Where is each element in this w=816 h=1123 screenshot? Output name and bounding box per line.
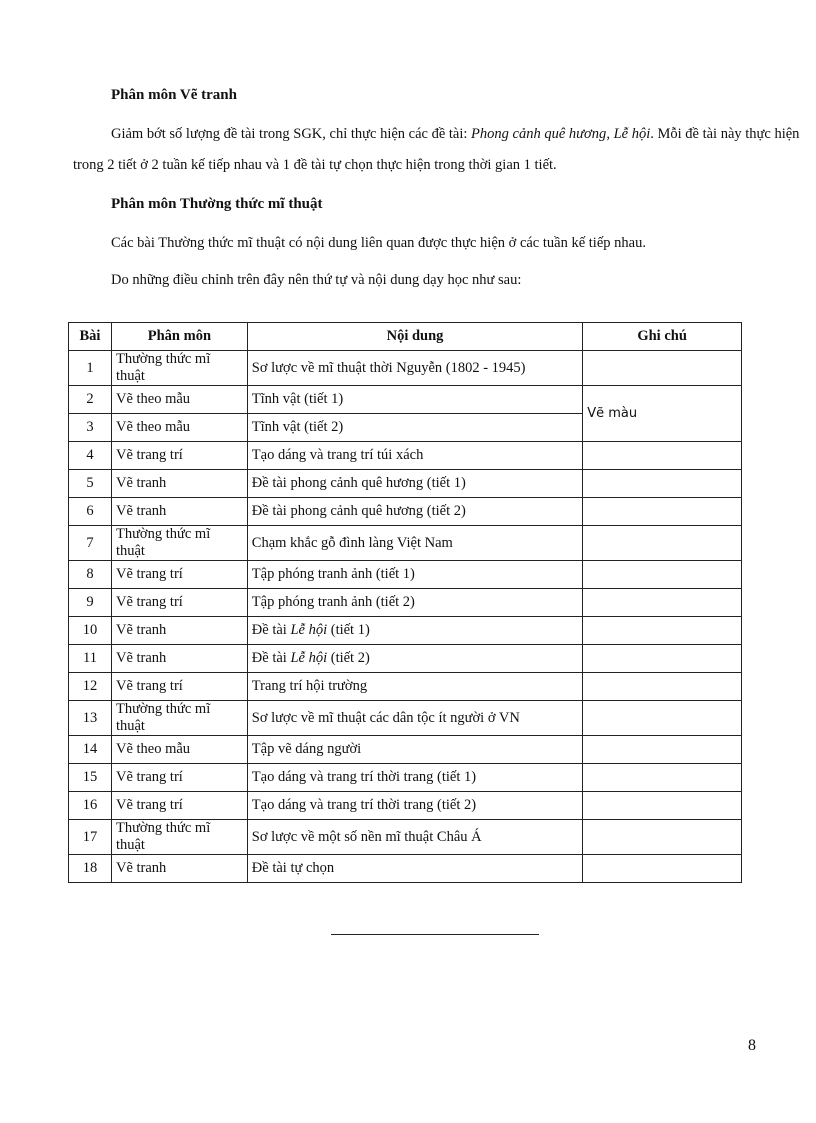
header-note: Ghi chú bbox=[583, 323, 742, 351]
lesson-number: 18 bbox=[69, 855, 112, 883]
lesson-number: 11 bbox=[69, 645, 112, 673]
lesson-number: 16 bbox=[69, 792, 112, 820]
lesson-note bbox=[583, 470, 742, 498]
lesson-content: Tĩnh vật (tiết 1) bbox=[247, 386, 582, 414]
paragraph-ve-tranh-line2: trong 2 tiết ở 2 tuần kế tiếp nhau và 1 đề tài tự chọn thực hiện trong thời gian 1 tiết. bbox=[73, 157, 557, 173]
lesson-content: Tập phóng tranh ảnh (tiết 2) bbox=[247, 589, 582, 617]
topic-phong-canh: Phong cảnh quê hương bbox=[471, 126, 607, 142]
lesson-subject: Vẽ trang trí bbox=[111, 673, 247, 701]
header-content: Nội dung bbox=[247, 323, 582, 351]
lesson-note bbox=[583, 589, 742, 617]
lesson-subject: Vẽ tranh bbox=[111, 470, 247, 498]
lesson-content: Tạo dáng và trang trí thời trang (tiết 2) bbox=[247, 792, 582, 820]
lesson-subject: Thường thức mĩ thuật bbox=[111, 701, 247, 736]
lesson-number: 17 bbox=[69, 820, 112, 855]
header-lesson: Bài bbox=[69, 323, 112, 351]
table-row bbox=[69, 589, 742, 617]
table-row bbox=[69, 820, 742, 855]
table-row bbox=[69, 792, 742, 820]
lesson-subject: Thường thức mĩ thuật bbox=[111, 526, 247, 561]
lesson-content: Sơ lược về một số nền mĩ thuật Châu Á bbox=[247, 820, 582, 855]
table-row bbox=[69, 470, 742, 498]
lesson-note bbox=[583, 617, 742, 645]
content-prefix: Đề tài bbox=[251, 622, 291, 638]
content-prefix: Đề tài bbox=[251, 650, 291, 666]
table-row bbox=[69, 351, 742, 386]
lesson-subject: Vẽ trang trí bbox=[111, 589, 247, 617]
lesson-note bbox=[583, 701, 742, 736]
lesson-subject: Vẽ tranh bbox=[111, 855, 247, 883]
lesson-note bbox=[583, 526, 742, 561]
lesson-subject: Vẽ trang trí bbox=[111, 792, 247, 820]
lesson-content: Sơ lược về mĩ thuật thời Nguyễn (1802 - 1945) bbox=[247, 351, 582, 386]
lesson-subject: Vẽ trang trí bbox=[111, 442, 247, 470]
topic-separator: , bbox=[606, 126, 614, 142]
lesson-subject: Vẽ theo mẫu bbox=[111, 386, 247, 414]
paragraph-conclusion: Do những điều chỉnh trên đây nên thứ tự và nội dung dạy học như sau: bbox=[111, 272, 522, 288]
lesson-content: Đề tài tự chọn bbox=[247, 855, 582, 883]
lesson-note bbox=[583, 442, 742, 470]
topic-le-hoi: Lễ hội bbox=[613, 126, 651, 142]
lesson-note bbox=[583, 736, 742, 764]
lesson-subject: Vẽ trang trí bbox=[111, 764, 247, 792]
lesson-content: Tạo dáng và trang trí túi xách bbox=[247, 442, 582, 470]
lesson-note bbox=[583, 764, 742, 792]
table-row bbox=[69, 442, 742, 470]
lesson-subject: Thường thức mĩ thuật bbox=[111, 351, 247, 386]
lesson-content: Trang trí hội trường bbox=[247, 673, 582, 701]
section-heading-thuong-thuc: Phân môn Thường thức mĩ thuật bbox=[111, 196, 323, 212]
lesson-note bbox=[583, 498, 742, 526]
lesson-number: 13 bbox=[69, 701, 112, 736]
lesson-number: 14 bbox=[69, 736, 112, 764]
lesson-table bbox=[68, 322, 742, 883]
content-suffix: (tiết 1) bbox=[327, 622, 370, 638]
content-topic-le-hoi: Lễ hội bbox=[290, 622, 328, 638]
table-row bbox=[69, 386, 742, 414]
end-divider bbox=[331, 934, 539, 935]
header-subject: Phân môn bbox=[111, 323, 247, 351]
table-row bbox=[69, 736, 742, 764]
lesson-content bbox=[247, 617, 582, 645]
lesson-note bbox=[583, 351, 742, 386]
lesson-note bbox=[583, 855, 742, 883]
lesson-subject: Vẽ theo mẫu bbox=[111, 736, 247, 764]
lesson-number: 9 bbox=[69, 589, 112, 617]
table-row bbox=[69, 526, 742, 561]
lesson-number: 2 bbox=[69, 386, 112, 414]
lesson-note: Vẽ màu bbox=[583, 386, 742, 442]
lesson-content: Tập phóng tranh ảnh (tiết 1) bbox=[247, 561, 582, 589]
paragraph-thuong-thuc: Các bài Thường thức mĩ thuật có nội dung liên quan được thực hiện ở các tuần kế tiếp nhau. bbox=[111, 235, 646, 251]
lesson-content bbox=[247, 645, 582, 673]
table-row bbox=[69, 673, 742, 701]
table-row bbox=[69, 561, 742, 589]
table-row bbox=[69, 645, 742, 673]
ve-tranh-text-post: . Mỗi đề tài này thực hiện bbox=[650, 126, 800, 142]
content-topic-le-hoi: Lễ hội bbox=[290, 650, 328, 666]
lesson-subject: Vẽ tranh bbox=[111, 617, 247, 645]
lesson-content: Tĩnh vật (tiết 2) bbox=[247, 414, 582, 442]
lesson-subject: Thường thức mĩ thuật bbox=[111, 820, 247, 855]
lesson-note bbox=[583, 792, 742, 820]
lesson-number: 6 bbox=[69, 498, 112, 526]
table-row bbox=[69, 617, 742, 645]
lesson-subject: Vẽ tranh bbox=[111, 645, 247, 673]
lesson-number: 4 bbox=[69, 442, 112, 470]
lesson-subject: Vẽ tranh bbox=[111, 498, 247, 526]
page-number: 8 bbox=[748, 1037, 756, 1054]
table-row bbox=[69, 855, 742, 883]
table-header-row bbox=[69, 323, 742, 351]
lesson-number: 5 bbox=[69, 470, 112, 498]
table-row bbox=[69, 701, 742, 736]
lesson-subject: Vẽ trang trí bbox=[111, 561, 247, 589]
lesson-number: 15 bbox=[69, 764, 112, 792]
lesson-content: Đề tài phong cảnh quê hương (tiết 1) bbox=[247, 470, 582, 498]
lesson-note bbox=[583, 673, 742, 701]
table-row bbox=[69, 498, 742, 526]
lesson-number: 12 bbox=[69, 673, 112, 701]
lesson-number: 8 bbox=[69, 561, 112, 589]
content-suffix: (tiết 2) bbox=[327, 650, 370, 666]
lesson-note bbox=[583, 645, 742, 673]
lesson-number: 1 bbox=[69, 351, 112, 386]
lesson-note bbox=[583, 561, 742, 589]
section-heading-ve-tranh: Phân môn Vẽ tranh bbox=[111, 87, 237, 103]
lesson-content: Sơ lược về mĩ thuật các dân tộc ít người ở VN bbox=[247, 701, 582, 736]
lesson-note bbox=[583, 820, 742, 855]
table-row bbox=[69, 764, 742, 792]
lesson-content: Tập vẽ dáng người bbox=[247, 736, 582, 764]
ve-tranh-text-pre: Giảm bớt số lượng đề tài trong SGK, chỉ thực hiện các đề tài: bbox=[111, 126, 472, 142]
lesson-number: 3 bbox=[69, 414, 112, 442]
lesson-content: Chạm khắc gỗ đình làng Việt Nam bbox=[247, 526, 582, 561]
lesson-subject: Vẽ theo mẫu bbox=[111, 414, 247, 442]
lesson-content: Tạo dáng và trang trí thời trang (tiết 1) bbox=[247, 764, 582, 792]
lesson-content: Đề tài phong cảnh quê hương (tiết 2) bbox=[247, 498, 582, 526]
lesson-number: 10 bbox=[69, 617, 112, 645]
lesson-number: 7 bbox=[69, 526, 112, 561]
paragraph-ve-tranh-line1 bbox=[111, 124, 799, 144]
